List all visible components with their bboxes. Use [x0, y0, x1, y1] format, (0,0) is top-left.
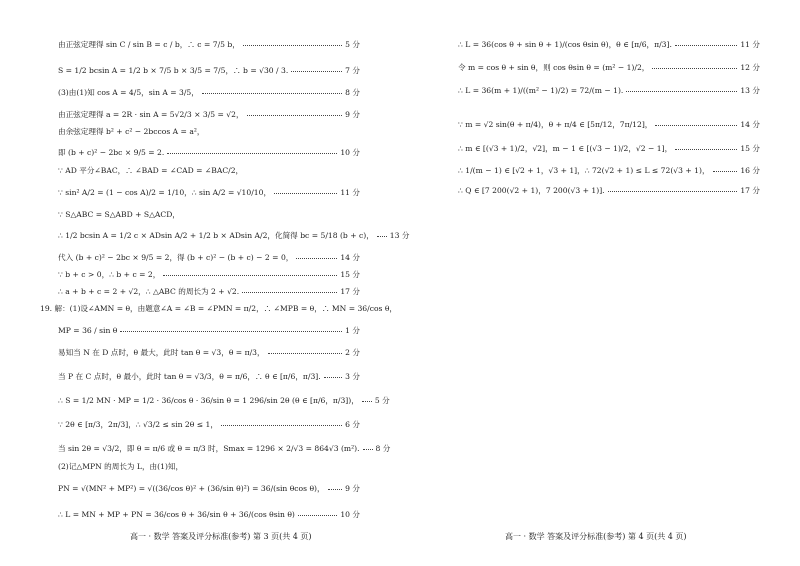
score-label: 2 分 [345, 348, 360, 357]
score-label: 9 分 [345, 110, 360, 119]
dot-leader [675, 44, 737, 46]
dot-leader [274, 192, 337, 194]
answer-text: ∴ L = MN + MP + PN = 36/cos θ + 36/sin θ + 36/(cos θsin θ) [58, 510, 295, 519]
answer-line [40, 304, 397, 314]
answer-line [458, 120, 760, 130]
score-label: 3 分 [345, 372, 360, 381]
answer-text: 即 (b + c)² − 2bc × 9/5 = 2. [58, 148, 165, 157]
dot-leader [324, 376, 342, 378]
score-label: 16 分 [740, 166, 760, 175]
score-label: 9 分 [345, 484, 360, 493]
score-label: 15 分 [340, 270, 360, 279]
dot-leader [120, 330, 342, 332]
score-label: 12 分 [740, 63, 760, 72]
answer-text: ∵ b + c > 0，∴ b + c = 2， [58, 270, 161, 279]
answer-text: ∴ Q ∈ [7 200(√2 + 1)，7 200(√3 + 1)]. [458, 186, 605, 195]
answer-line [58, 396, 390, 406]
answer-line [58, 127, 360, 137]
answer-text: 令 m = cos θ + sin θ，则 cos θsin θ = (m² − 1)/2， [458, 63, 650, 72]
dot-leader [296, 257, 337, 259]
answer-line [58, 66, 360, 76]
answer-text: ∵ sin² A/2 = (1 − cos A)/2 = 1/10，∴ sin A/2 = √10/10， [58, 188, 272, 197]
answer-line [58, 287, 360, 297]
score-label: 17 分 [740, 186, 760, 195]
answer-text: MP = 36 / sin θ [58, 326, 118, 335]
answer-text: 由正弦定理得 a = 2R · sin A = 5√2/3 × 3/5 = √2， [58, 110, 244, 119]
answer-line [458, 186, 760, 196]
score-label: 11 分 [340, 188, 360, 197]
answer-line [58, 462, 360, 472]
score-label: 7 分 [345, 66, 360, 75]
score-label: 10 分 [340, 510, 360, 519]
answer-line [58, 348, 360, 358]
dot-leader [163, 274, 337, 276]
answer-line [58, 270, 360, 280]
dot-leader [377, 235, 387, 237]
answer-line [58, 444, 391, 454]
dot-leader [167, 152, 337, 154]
answer-text: 易知当 N 在 D 点时，θ 最大，此时 tan θ = √3，θ = π/3， [58, 348, 265, 357]
answer-line [58, 188, 360, 198]
answer-line [58, 510, 360, 520]
dot-leader [652, 67, 737, 69]
answer-line [58, 326, 360, 336]
dot-leader [608, 190, 738, 192]
answer-line [58, 40, 360, 50]
answer-text: ∵ m = √2 sin(θ + π/4)，θ + π/4 ∈ [5π/12，7π/12]， [458, 120, 653, 129]
answer-text: ∴ m ∈ [(√3 + 1)/2，√2]，m − 1 ∈ [(√3 − 1)/2，√2 − 1]， [458, 144, 673, 153]
answer-line [58, 148, 360, 158]
score-label: 1 分 [345, 326, 360, 335]
answer-line [58, 166, 360, 176]
answer-text: 代入 (b + c)² − 2bc × 9/5 = 2，得 (b + c)² − (b + c) − 2 = 0， [58, 253, 294, 262]
answer-text: ∴ S = 1/2 MN · MP = 1/2 · 36/cos θ · 36/sin θ = 1 296/sin 2θ (θ ∈ [π/6，π/3])， [58, 396, 359, 405]
answer-text: (3)由(1)知 cos A = 4/5，sin A = 3/5， [58, 88, 199, 97]
answer-text: ∴ L = 36(m + 1)/((m² − 1)/2) = 72/(m − 1). [458, 86, 624, 95]
score-label: 13 分 [740, 86, 760, 95]
dot-leader [242, 291, 337, 293]
score-label: 14 分 [740, 120, 760, 129]
dot-leader [202, 92, 342, 94]
score-label: 5 分 [374, 396, 390, 405]
score-label: 14 分 [340, 253, 360, 262]
dot-leader [363, 448, 373, 450]
answer-text: 由余弦定理得 b² + c² − 2bccos A = a²， [58, 127, 205, 136]
dot-leader [626, 90, 737, 92]
dot-leader [247, 114, 343, 116]
dot-leader [291, 70, 342, 72]
answer-line [458, 40, 760, 50]
score-label: 10 分 [340, 148, 360, 157]
dot-leader [675, 148, 737, 150]
score-label: 5 分 [345, 40, 360, 49]
answer-text: ∴ a + b + c = 2 + √2，∴ △ABC 的周长为 2 + √2. [58, 287, 240, 296]
answer-line [58, 253, 360, 263]
score-label: 11 分 [740, 40, 760, 49]
answer-line [458, 63, 760, 73]
answer-line [58, 210, 360, 220]
answer-line [458, 166, 760, 176]
answer-text: 当 P 在 C 点时，θ 最小，此时 tan θ = √3/3，θ = π/6，∴ θ ∈ [π/6，π/3]. [58, 372, 321, 381]
page-footer-4: 高一 · 数学 答案及评分标准(参考) 第 4 页(共 4 页) [505, 532, 687, 541]
answer-text: 19. 解：(1)设∠AMN = θ，由题意∠A = ∠B = ∠PMN = π/2，∴ ∠MPB = θ，∴ MN = 36/cos θ， [40, 304, 397, 313]
answer-line [58, 420, 360, 430]
score-label: 15 分 [740, 144, 760, 153]
answer-text: (2)记△MPN 的周长为 L，由(1)知， [58, 462, 184, 471]
page-footer-3: 高一 · 数学 答案及评分标准(参考) 第 3 页(共 4 页) [130, 532, 312, 541]
answer-line [58, 88, 360, 98]
answer-line [458, 144, 760, 154]
answer-text: 由正弦定理得 sin C / sin B = c / b，∴ c = 7/5 b， [58, 40, 240, 49]
dot-leader [328, 488, 343, 490]
page-4 [400, 0, 800, 566]
dot-leader [298, 514, 337, 516]
answer-text: S = 1/2 bcsin A = 1/2 b × 7/5 b × 3/5 = 7/5，∴ b = √30 / 3. [58, 66, 289, 75]
dot-leader [713, 170, 738, 172]
dot-leader [362, 400, 372, 402]
answer-text: ∴ L = 36(cos θ + sin θ + 1)/(cos θsin θ)，θ ∈ [π/6，π/3]. [458, 40, 672, 49]
answer-line [458, 86, 760, 96]
answer-line [58, 484, 360, 494]
score-label: 6 分 [345, 420, 360, 429]
answer-text: ∴ 1/2 bcsin A = 1/2 c × ADsin A/2 + 1/2 b × ADsin A/2，化简得 bc = 5/18 (b + c)， [58, 231, 374, 240]
answer-line [58, 231, 410, 241]
dot-leader [243, 44, 342, 46]
answer-text: 当 sin 2θ = √3/2，即 θ = π/6 或 θ = π/3 时，Smax = 1296 × 2/√3 = 864√3 (m²). [58, 444, 360, 453]
answer-text: ∵ 2θ ∈ [π/3，2π/3]，∴ √3/2 ≤ sin 2θ ≤ 1， [58, 420, 218, 429]
answer-text: PN = √(MN² + MP²) = √((36/cos θ)² + (36/sin θ)²) = 36/(sin θcos θ)， [58, 484, 325, 493]
score-label: 17 分 [340, 287, 360, 296]
score-label: 8 分 [345, 88, 360, 97]
dot-leader [268, 352, 343, 354]
answer-text: ∵ AD 平分∠BAC，∴ ∠BAD = ∠CAD = ∠BAC/2， [58, 166, 244, 175]
score-label: 8 分 [375, 444, 391, 453]
dot-leader [221, 424, 342, 426]
answer-line [58, 372, 360, 382]
answer-text: ∵ S△ABC = S△ABD + S△ACD， [58, 210, 180, 219]
dot-leader [655, 124, 737, 126]
answer-line [58, 110, 360, 120]
score-label: 13 分 [389, 231, 410, 240]
answer-text: ∴ 1/(m − 1) ∈ [√2 + 1，√3 + 1]，∴ 72(√2 + 1) ≤ L ≤ 72(√3 + 1)， [458, 166, 710, 175]
